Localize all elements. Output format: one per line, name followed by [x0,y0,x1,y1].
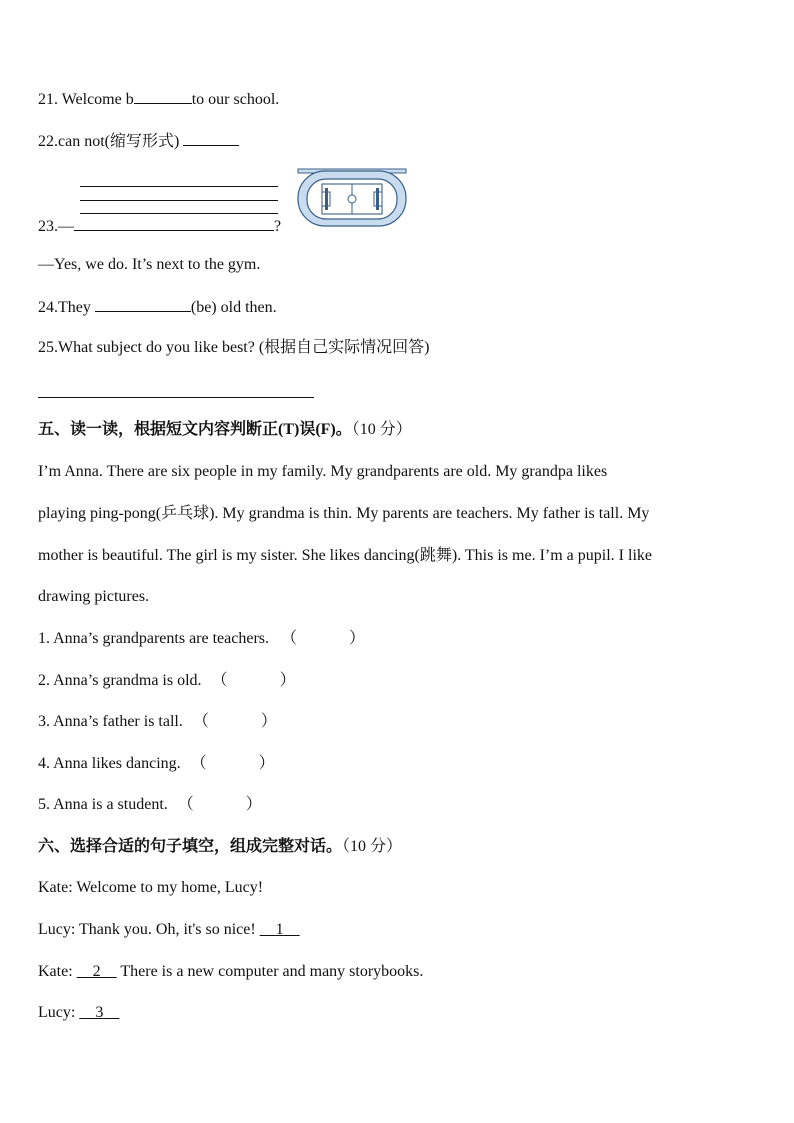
answer-paren-3[interactable]: （ ） [192,713,277,730]
question-25-prompt: 25.What subject do you like best? (根据自己实际情况回答) [38,339,430,356]
dialogue-line-3-speaker: Kate: [38,963,73,980]
question-23-dash: — [58,218,74,235]
question-24-prompt: 24.They [38,299,91,316]
dialogue-blank-1[interactable]: 1 [275,921,284,938]
answer-paren-1[interactable]: （ ） [281,630,366,647]
passage-line-1: I’m Anna. There are six people in my family. My grandparents are old. My grandpa likes [38,463,608,480]
passage-line-4: drawing pictures. [38,588,150,605]
answer-paren-4[interactable]: （ ） [190,755,275,772]
question-24-blank[interactable] [95,296,191,312]
q23-writing-line-2[interactable] [80,200,278,201]
question-24-rest: (be) old then. [190,299,277,316]
question-21-prompt: . Welcome b [54,91,134,108]
q23-writing-line-3[interactable] [80,213,278,214]
question-22-prompt: 22.can not(缩写形式) [38,133,180,150]
question-23-number: 23. [38,218,58,235]
question-24 [38,296,277,318]
question-21-number: 21 [38,91,54,108]
question-23-answer-text: —Yes, we do. It’s next to the gym. [38,256,261,273]
statement-4-text: 4. Anna likes dancing. [38,755,181,772]
question-23-blank[interactable] [74,215,274,231]
question-22-blank[interactable] [183,130,239,146]
question-23-end: ? [274,218,282,235]
passage-line-2: playing ping-pong(乒乓球). My grandma is thin. My parents are teachers. My father is tall. My [38,505,650,522]
dialogue-line-2 [38,920,300,940]
statement-4 [38,754,275,774]
section-6-title: 六、选择合适的句子填空，组成完整对话。 [38,838,343,855]
dialogue-line-4-speaker: Lucy: [38,1004,76,1021]
question-21-rest: to our school. [191,91,280,108]
dialogue-line-1: Kate: Welcome to my home, Lucy! [38,879,264,896]
statement-1 [38,629,365,649]
question-21-blank[interactable] [134,88,192,104]
dialogue-line-2-text: Lucy: Thank you. Oh, it's so nice! [38,921,256,938]
dialogue-line-3 [38,962,423,982]
statement-3 [38,712,277,732]
dialogue-line-3-text: There is a new computer and many storybooks. [120,963,424,980]
question-25-answer-line[interactable] [38,397,314,398]
statement-2 [38,671,296,691]
q23-writing-line-1[interactable] [80,186,278,187]
dialogue-blank-3[interactable]: 3 [95,1004,104,1021]
playground-track-icon [296,166,409,228]
statement-2-text: 2. Anna’s grandma is old. [38,672,202,689]
section-5-title: 五、读一读，根据短文内容判断正(T)误(F)。 [38,421,352,438]
section-5-heading [38,420,412,440]
section-5-points: （10 分） [351,421,412,438]
statement-5 [38,795,262,815]
dialogue-blank-2[interactable]: 2 [92,963,101,980]
section-6-points: （10 分） [342,838,403,855]
question-25 [38,338,430,358]
answer-paren-2[interactable]: （ ） [211,672,296,689]
statement-1-text: 1. Anna’s grandparents are teachers. [38,630,270,647]
dialogue-line-4 [38,1003,119,1023]
statement-5-text: 5. Anna is a student. [38,796,168,813]
question-23 [38,215,281,237]
statement-3-text: 3. Anna’s father is tall. [38,713,183,730]
question-23-answer [38,255,260,275]
answer-paren-5[interactable]: （ ） [177,796,262,813]
passage-line-3: mother is beautiful. The girl is my sister. She likes dancing(跳舞). This is me. I’m a pupil. I like [38,547,652,564]
question-21 [38,88,279,110]
section-6-heading [38,837,402,857]
question-22 [38,130,239,152]
